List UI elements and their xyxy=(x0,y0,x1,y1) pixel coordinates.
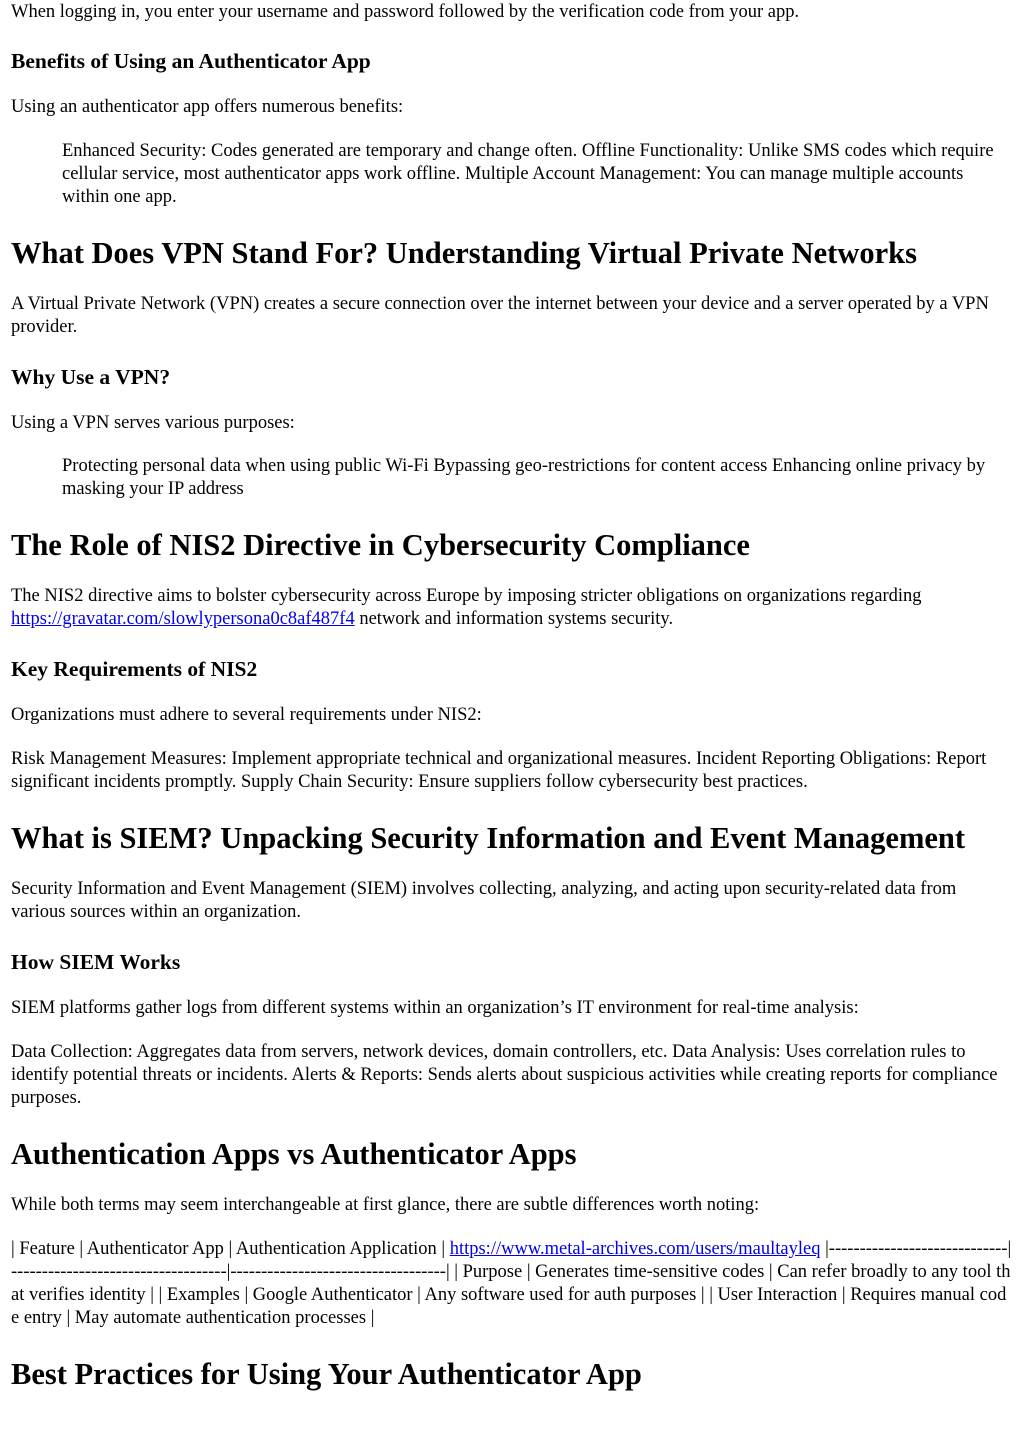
metal-archives-link[interactable]: https://www.metal-archives.com/users/maultayleq xyxy=(449,1239,821,1259)
auth-apps-heading: Authentication Apps vs Authenticator Apps xyxy=(11,1137,577,1171)
vpn-heading: What Does VPN Stand For? Understanding Virtual Private Networks xyxy=(11,236,917,270)
how-siem-heading: How SIEM Works xyxy=(11,950,181,974)
gravatar-link[interactable]: https://gravatar.com/slowlypersona0c8af487f4 xyxy=(11,609,355,629)
why-vpn-blockquote: Protecting personal data when using public Wi-Fi Bypassing geo-restrictions for content access Enhancing online privacy by masking your IP address xyxy=(62,456,986,499)
benefits-blockquote: Enhanced Security: Codes generated are temporary and change often. Offline Functionality: Unlike SMS codes which require cellular service, most authenticator apps work offline. Multiple Account Management: You can manage multiple accounts within one app. xyxy=(62,141,994,207)
why-vpn-lead: Using a VPN serves various purposes: xyxy=(11,413,295,433)
nis2-desc-after: network and information systems security. xyxy=(354,609,674,629)
nis2-desc-before: The NIS2 directive aims to bolster cybersecurity across Europe by imposing stricter obligations on organizations regarding xyxy=(11,586,922,606)
table-after-link: |-----------------------------|-----------------------------------|-----------------------------------| | Purpose | Generates time-sensitive codes | Can refer broadly to any tool that verifies identity | | Examples | Google Authenticator | Any software used for auth purposes | | User Interaction | Requires manual code entry | May automate authentication processes | xyxy=(11,1239,1012,1328)
login-paragraph: When logging in, you enter your username and password followed by the verification code from your app. xyxy=(11,2,800,22)
nis2-description xyxy=(11,585,1013,631)
best-practices-heading: Best Practices for Using Your Authenticator App xyxy=(11,1357,642,1391)
benefits-lead: Using an authenticator app offers numerous benefits: xyxy=(11,97,404,117)
article xyxy=(11,0,1013,1392)
why-vpn-heading: Why Use a VPN? xyxy=(11,365,171,389)
siem-description: Security Information and Event Management (SIEM) involves collecting, analyzing, and acting upon security-related data from various sources within an organization. xyxy=(11,879,957,922)
nis2-requirements-heading: Key Requirements of NIS2 xyxy=(11,657,258,681)
how-siem-lead: SIEM platforms gather logs from different systems within an organization’s IT environment for real-time analysis: xyxy=(11,998,859,1018)
auth-apps-lead: While both terms may seem interchangeable at first glance, there are subtle differences worth noting: xyxy=(11,1195,760,1215)
nis2-requirements-lead: Organizations must adhere to several requirements under NIS2: xyxy=(11,705,482,725)
benefits-heading: Benefits of Using an Authenticator App xyxy=(11,49,371,73)
vpn-description: A Virtual Private Network (VPN) creates a secure connection over the internet between your device and a server operated by a VPN provider. xyxy=(11,294,989,337)
siem-heading: What is SIEM? Unpacking Security Information and Event Management xyxy=(11,821,966,855)
how-siem-text: Data Collection: Aggregates data from servers, network devices, domain controllers, etc. Data Analysis: Uses correlation rules to identify potential threats or incidents. Alerts & Reports: Sends alerts about suspicious activities while creating reports for compliance purposes. xyxy=(11,1042,998,1108)
auth-apps-table-text xyxy=(11,1238,1013,1330)
table-before-link: | Feature | Authenticator App | Authentication Application | xyxy=(11,1239,450,1259)
nis2-requirements-text: Risk Management Measures: Implement appropriate technical and organizational measures. Incident Reporting Obligations: Report significant incidents promptly. Supply Chain Security: Ensure suppliers follow cybersecurity best practices. xyxy=(11,749,987,792)
nis2-heading: The Role of NIS2 Directive in Cybersecurity Compliance xyxy=(11,528,750,562)
